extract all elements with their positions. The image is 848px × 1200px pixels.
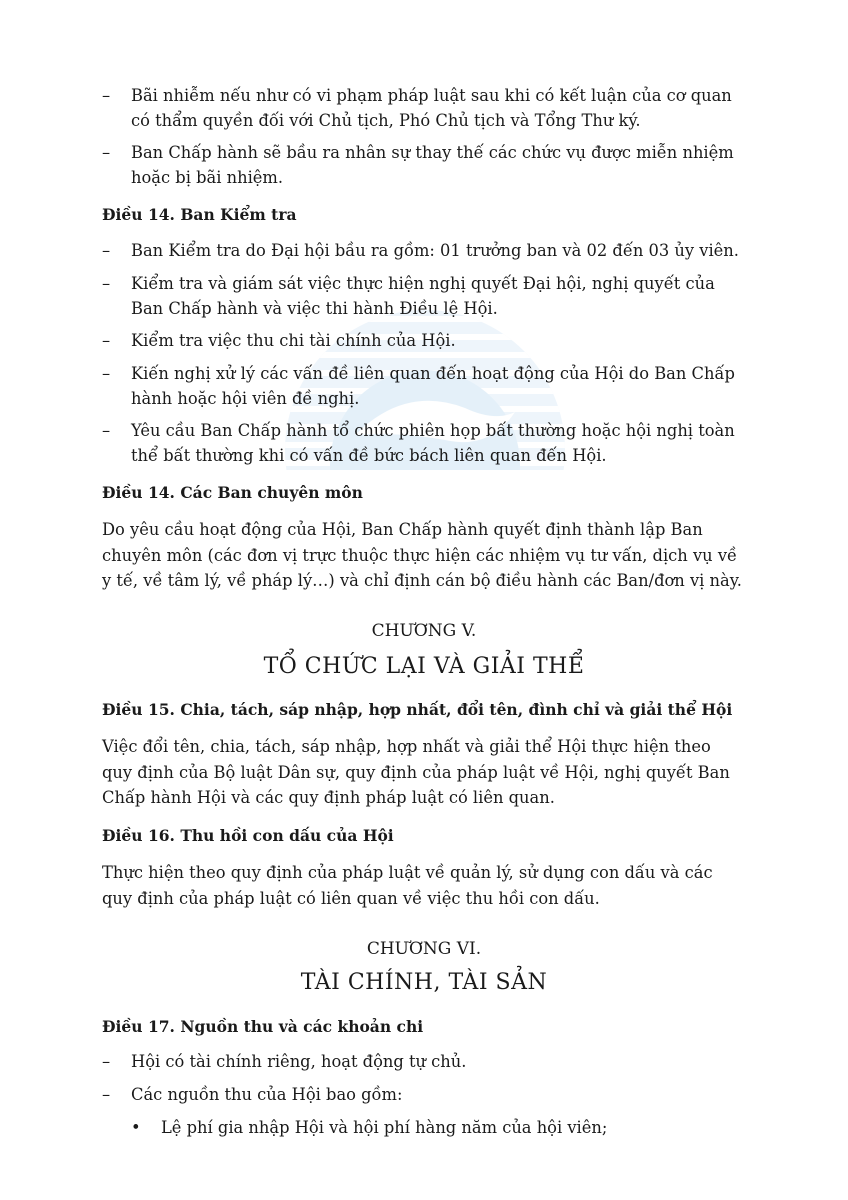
dash-list-item: – Các nguồn thu của Hội bao gồm: [102,1082,746,1107]
dash-list-item: – Bãi nhiễm nếu như có vi phạm pháp luật sau khi có kết luận của cơ quan có thẩm quyền đối với Chủ tịch, Phó Chủ tịch và Tổng Thư ký. [102,83,746,133]
dash-list-item: – Ban Kiểm tra do Đại hội bầu ra gồm: 01 trưởng ban và 02 đến 03 ủy viên. [102,238,746,263]
dash-list-item: – Kiểm tra việc thu chi tài chính của Hội. [102,328,746,353]
dash-list-item: – Ban Chấp hành sẽ bầu ra nhân sự thay thế các chức vụ được miễn nhiệm hoặc bị bãi nhiệm. [102,140,746,190]
article-heading: Điều 15. Chia, tách, sáp nhập, hợp nhất, đổi tên, đình chỉ và giải thể Hội [102,700,733,719]
chapter-number: CHƯƠNG V. [371,621,477,641]
paragraph: Do yêu cầu hoạt động của Hội, Ban Chấp hành quyết định thành lập Ban chuyên môn (các đơn vị trực thuộc thực hiện các nhiệm vụ tư vấn, dịch vụ về y tế, về tâm lý, về pháp lý…) và chỉ định cán bộ điều hành các Ban/đơn vị này. [102,520,742,590]
bullet-list-item: • Lệ phí gia nhập Hội và hội phí hàng năm của hội viên; [102,1115,746,1140]
chapter-title: TÀI CHÍNH, TÀI SẢN [300,970,548,995]
paragraph: Thực hiện theo quy định của pháp luật về quản lý, sử dụng con dấu và các quy định của pháp luật có liên quan về việc thu hồi con dấu. [102,863,713,908]
article-heading: Điều 14. Các Ban chuyên môn [102,483,363,502]
dash-list-item: – Kiến nghị xử lý các vấn đề liên quan đến hoạt động của Hội do Ban Chấp hành hoặc hội viên đề nghị. [102,361,746,411]
chapter-number: CHƯƠNG VI. [366,939,482,959]
article-heading: Điều 14. Ban Kiểm tra [102,205,297,224]
dash-list-item: – Kiểm tra và giám sát việc thực hiện nghị quyết Đại hội, nghị quyết của Ban Chấp hành và việc thi hành Điều lệ Hội. [102,271,746,321]
paragraph: Việc đổi tên, chia, tách, sáp nhập, hợp nhất và giải thể Hội thực hiện theo quy định của Bộ luật Dân sự, quy định của pháp luật về Hội, nghị quyết Ban Chấp hành Hội và các quy định pháp luật có liên quan. [102,737,730,807]
dash-list-item: – Hội có tài chính riêng, hoạt động tự chủ. [102,1049,746,1074]
article-heading: Điều 17. Nguồn thu và các khoản chi [102,1017,424,1036]
article-heading: Điều 16. Thu hồi con dấu của Hội [102,826,394,845]
dash-list-item: – Yêu cầu Ban Chấp hành tổ chức phiên họp bất thường hoặc hội nghị toàn thể bất thường khi có vấn đề bức bách liên quan đến Hội. [102,418,746,468]
chapter-title: TỔ CHỨC LẠI VÀ GIẢI THỂ [263,654,585,679]
